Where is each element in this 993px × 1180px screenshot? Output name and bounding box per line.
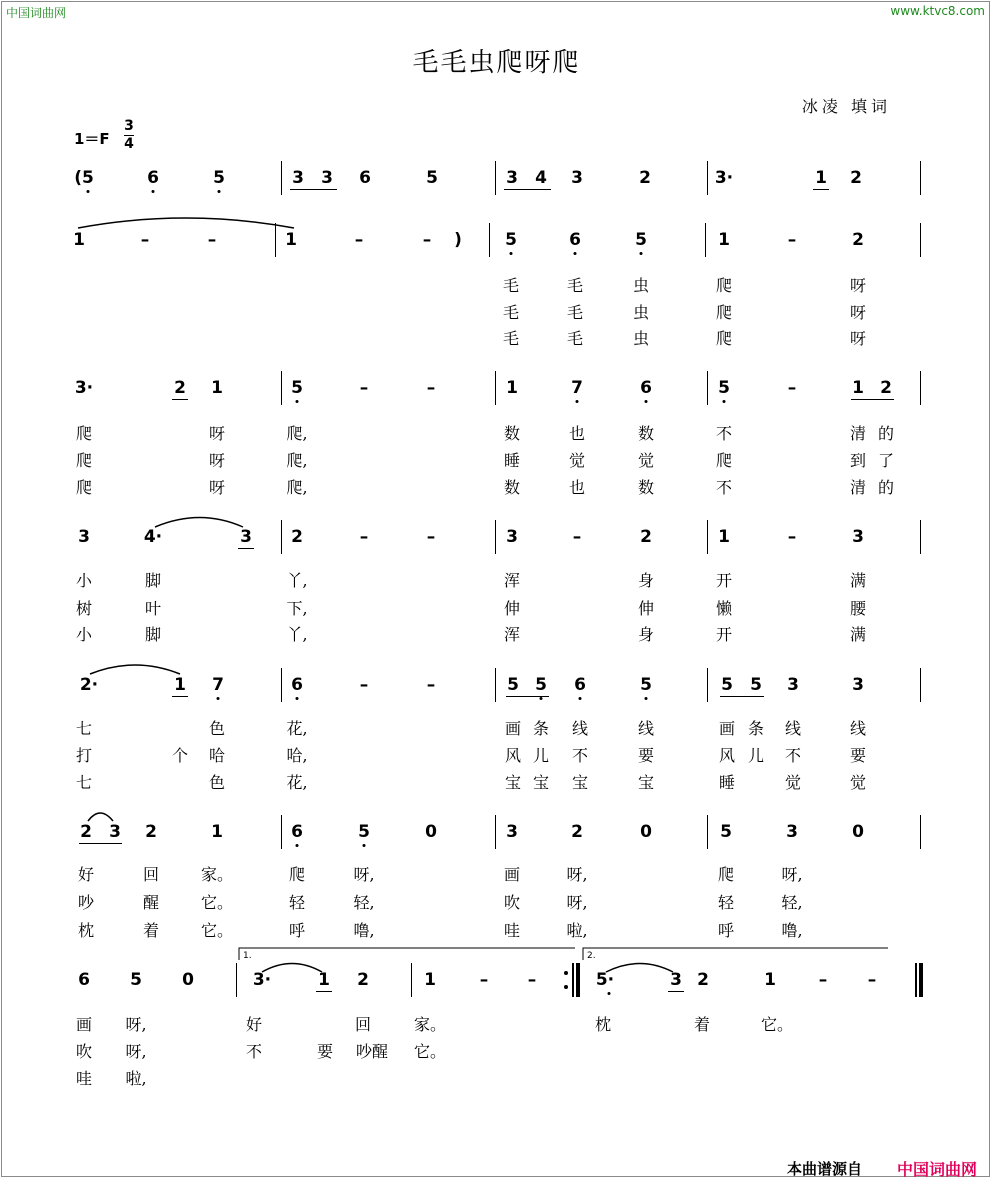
lyric-syllable: 线 <box>849 719 867 738</box>
lyric-syllable: 呀, <box>125 1015 147 1034</box>
jianpu-note: 3 <box>292 168 304 188</box>
lyric-syllable: 不 <box>715 478 733 497</box>
jianpu-note: 3· <box>714 168 734 188</box>
lyric-syllable: 呼 <box>288 921 306 940</box>
lyric-syllable: 小 <box>75 625 93 644</box>
jianpu-note: 7 <box>212 675 224 695</box>
lyric-syllable: 数 <box>503 424 521 443</box>
lyric-syllable: 条 <box>747 719 765 738</box>
lyricist-credit: 冰凌 填词 <box>801 97 891 116</box>
lyric-syllable: 哇 <box>75 1069 93 1088</box>
lyric-syllable: 爬 <box>75 424 93 443</box>
jianpu-note: 5· <box>595 970 615 990</box>
lyric-syllable: 身 <box>637 571 655 590</box>
lyric-syllable: 到 <box>849 451 867 470</box>
lyric-syllable: 毛 <box>502 276 520 295</box>
lyric-syllable: 满 <box>849 625 867 644</box>
lyric-syllable: 轻 <box>717 893 735 912</box>
lyric-syllable: 不 <box>245 1042 263 1061</box>
meter-bottom: 4 <box>124 136 134 152</box>
jianpu-note: 1 <box>211 822 223 842</box>
jianpu-note: 1 <box>211 378 223 398</box>
jianpu-note: – <box>354 230 364 250</box>
watermark-left: 中国词曲网 <box>6 6 67 20</box>
lyric-syllable: 毛 <box>566 329 584 348</box>
lyric-syllable: 啦, <box>125 1069 147 1088</box>
lyric-syllable: 它。 <box>760 1015 794 1034</box>
jianpu-note: 1 <box>815 168 827 188</box>
jianpu-note: 1 <box>718 230 730 250</box>
jianpu-note: 6 <box>574 675 586 695</box>
lyric-syllable: 轻, <box>781 893 803 912</box>
lyric-syllable: 爬 <box>75 478 93 497</box>
lyric-syllable: 哇 <box>503 921 521 940</box>
jianpu-note: 5 <box>750 675 762 695</box>
lyric-syllable: 的 <box>877 478 895 497</box>
lyric-syllable: 呀, <box>566 893 588 912</box>
jianpu-note: 6 <box>147 168 159 188</box>
jianpu-note: 1 <box>852 378 864 398</box>
jianpu-note: 2 <box>80 822 92 842</box>
lyric-syllable: 开 <box>715 625 733 644</box>
song-title: 毛毛虫爬呀爬 <box>412 48 581 78</box>
jianpu-note: 1 <box>424 970 436 990</box>
lyric-syllable: 爬 <box>75 451 93 470</box>
lyric-syllable: 爬, <box>286 451 308 470</box>
jianpu-note: 0 <box>425 822 437 842</box>
jianpu-note: 3· <box>74 378 94 398</box>
lyric-syllable: 不 <box>571 746 589 765</box>
jianpu-note: 5 <box>505 230 517 250</box>
jianpu-note: – <box>818 970 828 990</box>
jianpu-note: – <box>426 527 436 547</box>
lyric-syllable: 家。 <box>413 1015 447 1034</box>
jianpu-note: 5 <box>635 230 647 250</box>
jianpu-note: 3· <box>252 970 272 990</box>
lyric-syllable: 色 <box>208 773 226 792</box>
jianpu-note: – <box>572 527 582 547</box>
lyric-syllable: 爬 <box>288 865 306 884</box>
jianpu-note: – <box>359 527 369 547</box>
jianpu-note: 1 <box>285 230 297 250</box>
jianpu-note: 2 <box>291 527 303 547</box>
jianpu-note: – <box>787 230 797 250</box>
lyric-syllable: 觉 <box>849 773 867 792</box>
lyric-syllable: 丫, <box>286 625 308 644</box>
lyric-syllable: 小 <box>75 571 93 590</box>
jianpu-note: 5 <box>426 168 438 188</box>
lyric-syllable: 呀, <box>566 865 588 884</box>
lyric-syllable: 儿 <box>532 746 550 765</box>
lyric-syllable: 它。 <box>200 893 234 912</box>
jianpu-note: 4 <box>535 168 547 188</box>
jianpu-note: – <box>787 378 797 398</box>
lyric-syllable: 满 <box>849 571 867 590</box>
jianpu-note: 3 <box>240 527 252 547</box>
jianpu-note: 4· <box>143 527 163 547</box>
lyric-syllable: 线 <box>784 719 802 738</box>
lyric-syllable: 下, <box>286 599 308 618</box>
lyric-syllable: 毛 <box>566 276 584 295</box>
lyric-syllable: 儿 <box>747 746 765 765</box>
jianpu-note: – <box>426 378 436 398</box>
lyric-syllable: 呼 <box>717 921 735 940</box>
jianpu-note: 6 <box>359 168 371 188</box>
jianpu-note: 2 <box>852 230 864 250</box>
lyric-syllable: 回 <box>142 865 160 884</box>
lyric-syllable: 着 <box>693 1015 711 1034</box>
jianpu-note: 0 <box>640 822 652 842</box>
lyric-syllable: 开 <box>715 571 733 590</box>
jianpu-note: 3 <box>506 822 518 842</box>
lyric-syllable: 睡 <box>718 773 736 792</box>
jianpu-note: 2 <box>640 527 652 547</box>
jianpu-note: 6 <box>291 675 303 695</box>
lyric-syllable: 画 <box>504 719 522 738</box>
lyric-syllable: 宝 <box>532 773 550 792</box>
lyric-syllable: 不 <box>784 746 802 765</box>
jianpu-note: 1 <box>764 970 776 990</box>
lyric-syllable: 清 <box>849 478 867 497</box>
lyric-syllable: 呀, <box>353 865 375 884</box>
jianpu-note: 1 <box>174 675 186 695</box>
lyric-syllable: 呀 <box>208 424 226 443</box>
jianpu-note: 2 <box>174 378 186 398</box>
jianpu-note: – <box>527 970 537 990</box>
lyric-syllable: 七 <box>75 719 93 738</box>
jianpu-note: 5 <box>718 378 730 398</box>
jianpu-note: 5 <box>507 675 519 695</box>
lyric-syllable: 毛 <box>502 329 520 348</box>
lyric-syllable: 醒 <box>142 893 160 912</box>
jianpu-note: ) <box>454 230 462 250</box>
jianpu-note: – <box>422 230 432 250</box>
lyric-syllable: 七 <box>75 773 93 792</box>
jianpu-note: 2 <box>357 970 369 990</box>
lyric-syllable: 画 <box>718 719 736 738</box>
lyric-syllable: 家。 <box>200 865 234 884</box>
lyric-syllable: 哈 <box>208 746 226 765</box>
lyric-syllable: 身 <box>637 625 655 644</box>
jianpu-note: 3 <box>852 527 864 547</box>
lyric-syllable: 毛 <box>502 303 520 322</box>
watermark-right: www.ktvc8.com <box>890 4 985 18</box>
lyric-syllable: 呀, <box>125 1042 147 1061</box>
lyric-syllable: 爬, <box>286 478 308 497</box>
lyric-syllable: 爬 <box>715 451 733 470</box>
lyric-syllable: 爬 <box>715 276 733 295</box>
lyric-syllable: 浑 <box>503 625 521 644</box>
lyric-syllable: 要 <box>637 746 655 765</box>
jianpu-note: 5 <box>358 822 370 842</box>
jianpu-note: 6 <box>640 378 652 398</box>
jianpu-note: 3 <box>786 822 798 842</box>
jianpu-note: – <box>479 970 489 990</box>
lyric-syllable: 好 <box>77 865 95 884</box>
lyric-syllable: 它。 <box>413 1042 447 1061</box>
lyric-syllable: 毛 <box>566 303 584 322</box>
jianpu-note: 0 <box>182 970 194 990</box>
svg-text:1.: 1. <box>243 951 252 961</box>
lyric-syllable: 要 <box>316 1042 334 1061</box>
jianpu-note: 6 <box>291 822 303 842</box>
lyric-syllable: 觉 <box>568 451 586 470</box>
lyric-syllable: 吵 <box>77 893 95 912</box>
lyric-syllable: 叶 <box>144 599 162 618</box>
jianpu-note: (5 <box>74 168 94 188</box>
lyric-syllable: 呀 <box>849 329 867 348</box>
lyric-syllable: 轻, <box>353 893 375 912</box>
lyric-syllable: 呀 <box>208 478 226 497</box>
jianpu-note: 0 <box>852 822 864 842</box>
jianpu-note: 3 <box>109 822 121 842</box>
lyric-syllable: 条 <box>532 719 550 738</box>
lyric-syllable: 不 <box>715 424 733 443</box>
lyric-syllable: 爬, <box>286 424 308 443</box>
jianpu-note: 3 <box>78 527 90 547</box>
lyric-syllable: 也 <box>568 424 586 443</box>
jianpu-note: 5 <box>720 822 732 842</box>
lyric-syllable: 伸 <box>637 599 655 618</box>
jianpu-note: 7 <box>571 378 583 398</box>
lyric-syllable: 啦, <box>566 921 588 940</box>
lyric-syllable: 也 <box>568 478 586 497</box>
lyric-syllable: 爬 <box>715 303 733 322</box>
jianpu-note: – <box>426 675 436 695</box>
lyric-syllable: 哈, <box>286 746 308 765</box>
jianpu-note: 2 <box>145 822 157 842</box>
jianpu-note: 1 <box>506 378 518 398</box>
jianpu-note: 3 <box>670 970 682 990</box>
jianpu-note: 3 <box>321 168 333 188</box>
lyric-syllable: 吹 <box>503 893 521 912</box>
jianpu-note: 5 <box>291 378 303 398</box>
lyric-syllable: 轻 <box>288 893 306 912</box>
lyric-syllable: 好 <box>245 1015 263 1034</box>
lyric-syllable: 打 <box>75 746 93 765</box>
jianpu-note: 5 <box>640 675 652 695</box>
lyric-syllable: 花, <box>286 719 308 738</box>
jianpu-note: – <box>207 230 217 250</box>
lyric-syllable: 噜, <box>781 921 803 940</box>
jianpu-note: – <box>359 675 369 695</box>
lyric-syllable: 要 <box>849 746 867 765</box>
svg-text:2.: 2. <box>587 951 596 961</box>
lyric-syllable: 觉 <box>784 773 802 792</box>
lyric-syllable: 的 <box>877 424 895 443</box>
lyric-syllable: 呀 <box>208 451 226 470</box>
lyric-syllable: 风 <box>718 746 736 765</box>
meter-top: 3 <box>124 118 134 134</box>
lyric-syllable: 睡 <box>503 451 521 470</box>
jianpu-note: – <box>359 378 369 398</box>
lyric-syllable: 树 <box>75 599 93 618</box>
lyric-syllable: 回 <box>354 1015 372 1034</box>
lyric-syllable: 线 <box>637 719 655 738</box>
lyric-syllable: 着 <box>142 921 160 940</box>
lyric-syllable: 脚 <box>144 625 162 644</box>
jianpu-note: 2 <box>850 168 862 188</box>
jianpu-note: 3 <box>852 675 864 695</box>
lyric-syllable: 虫 <box>632 329 650 348</box>
lyric-syllable: 呀, <box>781 865 803 884</box>
jianpu-note: 6 <box>78 970 90 990</box>
jianpu-note: 6 <box>569 230 581 250</box>
jianpu-note: 5 <box>721 675 733 695</box>
lyric-syllable: 清 <box>849 424 867 443</box>
jianpu-note: 2 <box>697 970 709 990</box>
lyric-syllable: 丫, <box>286 571 308 590</box>
footer-source-label: 本曲谱源自 <box>787 1160 863 1178</box>
lyric-syllable: 伸 <box>503 599 521 618</box>
lyric-syllable: 呀 <box>849 276 867 295</box>
lyric-syllable: 吵醒 <box>355 1042 389 1061</box>
lyric-syllable: 爬 <box>717 865 735 884</box>
lyric-syllable: 脚 <box>144 571 162 590</box>
jianpu-note: 3 <box>787 675 799 695</box>
jianpu-note: 5 <box>535 675 547 695</box>
lyric-syllable: 吹 <box>75 1042 93 1061</box>
jianpu-note: 1 <box>718 527 730 547</box>
footer-source-site[interactable]: 中国词曲网 <box>897 1160 978 1179</box>
jianpu-note: 2 <box>571 822 583 842</box>
jianpu-note: 1 <box>73 230 85 250</box>
lyric-syllable: 数 <box>503 478 521 497</box>
lyric-syllable: 色 <box>208 719 226 738</box>
lyric-syllable: 花, <box>286 773 308 792</box>
jianpu-note: – <box>140 230 150 250</box>
jianpu-note: 3 <box>506 168 518 188</box>
lyric-syllable: 风 <box>504 746 522 765</box>
jianpu-note: 1 <box>318 970 330 990</box>
jianpu-note: 2 <box>880 378 892 398</box>
jianpu-note: – <box>787 527 797 547</box>
jianpu-note: 5 <box>130 970 142 990</box>
jianpu-note: 3 <box>571 168 583 188</box>
lyric-syllable: 宝 <box>637 773 655 792</box>
jianpu-note: 3 <box>506 527 518 547</box>
lyric-syllable: 枕 <box>594 1015 612 1034</box>
jianpu-note: 2 <box>639 168 651 188</box>
lyric-syllable: 懒 <box>715 599 733 618</box>
lyric-syllable: 爬 <box>715 329 733 348</box>
jianpu-note: 5 <box>213 168 225 188</box>
lyric-syllable: 数 <box>637 478 655 497</box>
lyric-syllable: 浑 <box>503 571 521 590</box>
lyric-syllable: 虫 <box>632 303 650 322</box>
lyric-syllable: 觉 <box>637 451 655 470</box>
lyric-syllable: 画 <box>75 1015 93 1034</box>
lyric-syllable: 宝 <box>571 773 589 792</box>
jianpu-note: 2· <box>79 675 99 695</box>
lyric-syllable: 数 <box>637 424 655 443</box>
lyric-syllable: 枕 <box>77 921 95 940</box>
lyric-syllable: 线 <box>571 719 589 738</box>
lyric-syllable: 呀 <box>849 303 867 322</box>
lyric-syllable: 噜, <box>353 921 375 940</box>
lyric-syllable: 它。 <box>200 921 234 940</box>
lyric-syllable: 虫 <box>632 276 650 295</box>
lyric-syllable: 腰 <box>849 599 867 618</box>
lyric-syllable: 个 <box>171 746 189 765</box>
jianpu-note: – <box>867 970 877 990</box>
lyric-syllable: 了 <box>877 451 895 470</box>
key-signature: 1＝F <box>74 130 110 148</box>
lyric-syllable: 宝 <box>504 773 522 792</box>
lyric-syllable: 画 <box>503 865 521 884</box>
